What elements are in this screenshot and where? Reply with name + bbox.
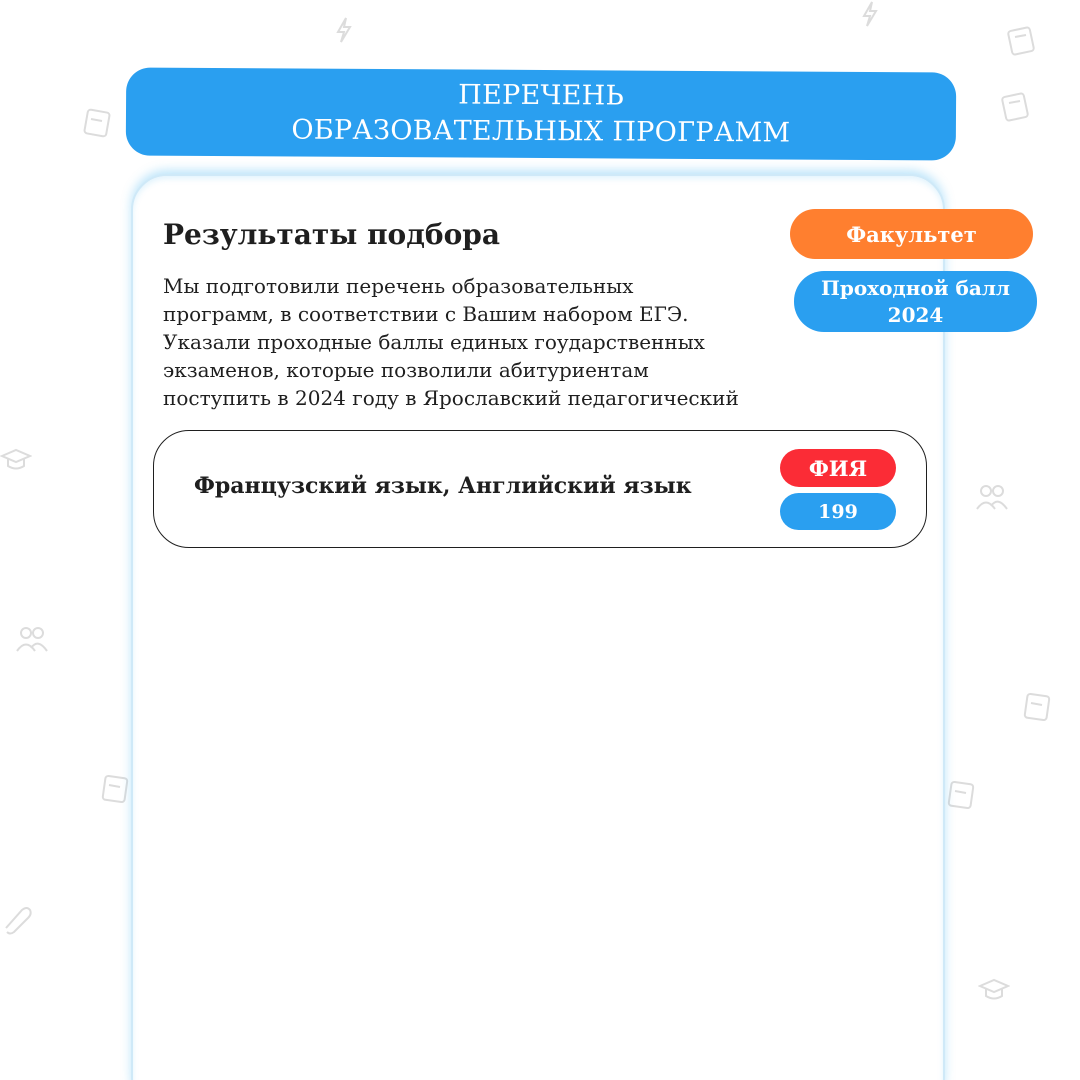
program-score-badge: 199 — [780, 493, 896, 530]
page-title — [291, 76, 790, 151]
program-name: Французский язык, Английский язык — [194, 473, 692, 499]
book-icon — [998, 90, 1032, 124]
book-icon — [98, 772, 132, 806]
legend-score-year: 2024 — [887, 302, 944, 327]
results-description — [163, 272, 803, 412]
book-icon — [1004, 24, 1038, 58]
graduation-cap-icon — [978, 974, 1010, 1006]
results-description-line: Указали проходные баллы единых гоударственных — [163, 330, 705, 354]
lightning-icon — [860, 0, 880, 28]
legend-score-label: Проходной балл — [820, 275, 1011, 300]
paperclip-icon — [0, 902, 34, 936]
program-faculty-badge: ФИЯ — [780, 449, 896, 487]
results-description-line: поступить в 2024 году в Ярославский педагогический — [163, 386, 739, 410]
book-icon — [80, 106, 114, 140]
book-icon — [944, 778, 978, 812]
lightning-icon — [334, 16, 354, 44]
legend-faculty-badge: Факультет — [790, 209, 1033, 259]
results-description-line: программ, в соответствии с Вашим набором ЕГЭ. — [163, 302, 689, 326]
program-item[interactable] — [153, 430, 927, 548]
graduation-cap-icon — [0, 444, 32, 476]
page-title-line1: ПЕРЕЧЕНЬ — [458, 79, 625, 112]
people-icon — [14, 624, 50, 654]
header-banner — [126, 67, 957, 160]
results-title: Результаты подбора — [163, 218, 500, 251]
book-icon — [1020, 690, 1054, 724]
people-icon — [974, 482, 1010, 512]
results-description-line: экзаменов, которые позволили абитуриентам — [163, 358, 649, 382]
page-title-line2: ОБРАЗОВАТЕЛЬНЫХ ПРОГРАММ — [291, 114, 791, 149]
legend-score-badge — [794, 271, 1037, 332]
results-description-line: Мы подготовили перечень образовательных — [163, 274, 634, 298]
